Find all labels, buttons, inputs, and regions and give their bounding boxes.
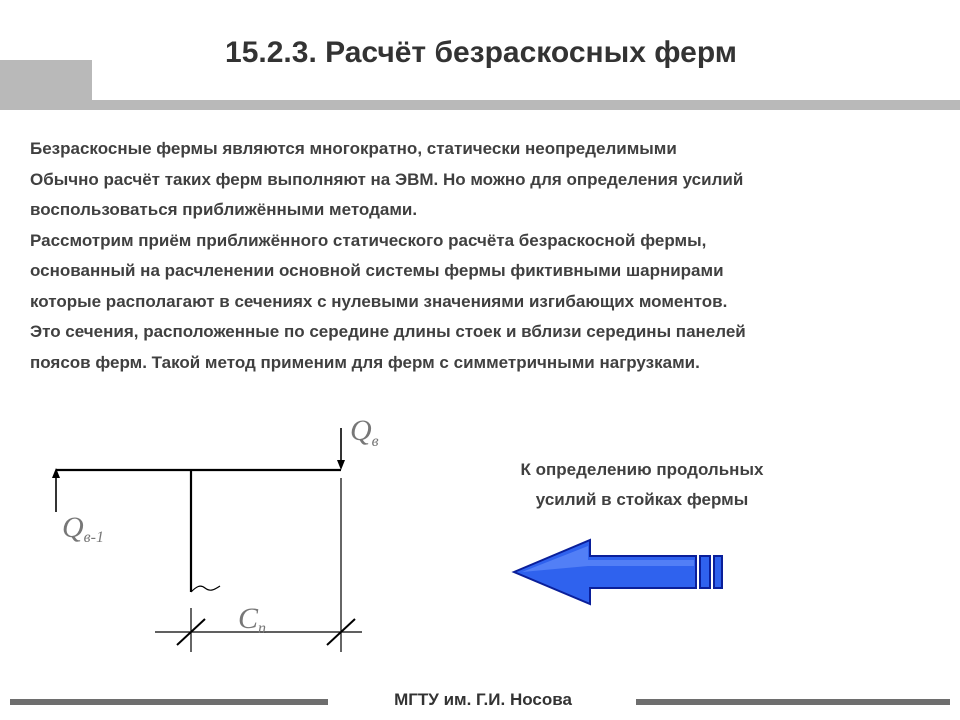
paragraph-line: которые располагают в сечениях с нулевыми значениями изгибающих моментов.	[30, 291, 728, 311]
q-right-label	[350, 414, 379, 450]
caption-line: К определению продольных	[520, 460, 764, 479]
footer-text: МГТУ им. Г.И. Носова	[394, 690, 572, 709]
caption-line: усилий в стойках фермы	[535, 490, 749, 509]
arrow-body	[514, 540, 696, 604]
q-right-main: Q	[350, 414, 372, 447]
arrow-tail-block	[700, 556, 710, 588]
arrow-tail-block	[714, 556, 722, 588]
truss-diagram	[0, 400, 420, 660]
paragraph-line: Безраскосные фермы являются многократно, статически неопределимыми	[30, 139, 677, 158]
c-label	[238, 602, 266, 637]
back-arrow-icon[interactable]	[508, 536, 730, 612]
footer-line-right	[636, 699, 950, 705]
paragraph-line: Это сечения, расположенные по середине длины стоек и вблизи середины панелей	[30, 322, 746, 341]
paragraph-line: Рассмотрим приём приближённого статического расчёта безраскосной фермы,	[30, 230, 707, 250]
q-right-arrow-head	[337, 460, 345, 470]
q-left-main: Q	[62, 511, 84, 544]
section-cut	[191, 586, 220, 592]
paragraph-line: основанный на расчленении основной системы фермы фиктивными шарнирами	[30, 261, 724, 280]
footer-line-left	[10, 699, 328, 705]
q-left-sub: в-1	[83, 529, 104, 546]
paragraph-line: Обычно расчёт таких ферм выполняют на ЭВМ. Но можно для определения усилий	[30, 169, 744, 189]
c-sub: n	[258, 620, 267, 637]
paragraph-line: поясов ферм. Такой метод применим для ферм с симметричными нагрузками.	[30, 352, 700, 372]
q-left-label	[62, 511, 104, 546]
q-right-sub: в	[371, 433, 379, 450]
body-text	[30, 134, 940, 378]
diagram-caption	[468, 455, 816, 515]
paragraph-line: воспользоваться приближёнными методами.	[30, 200, 418, 219]
c-main: C	[238, 602, 259, 635]
slide-title: 15.2.3. Расчёт безраскосных ферм	[225, 36, 737, 69]
